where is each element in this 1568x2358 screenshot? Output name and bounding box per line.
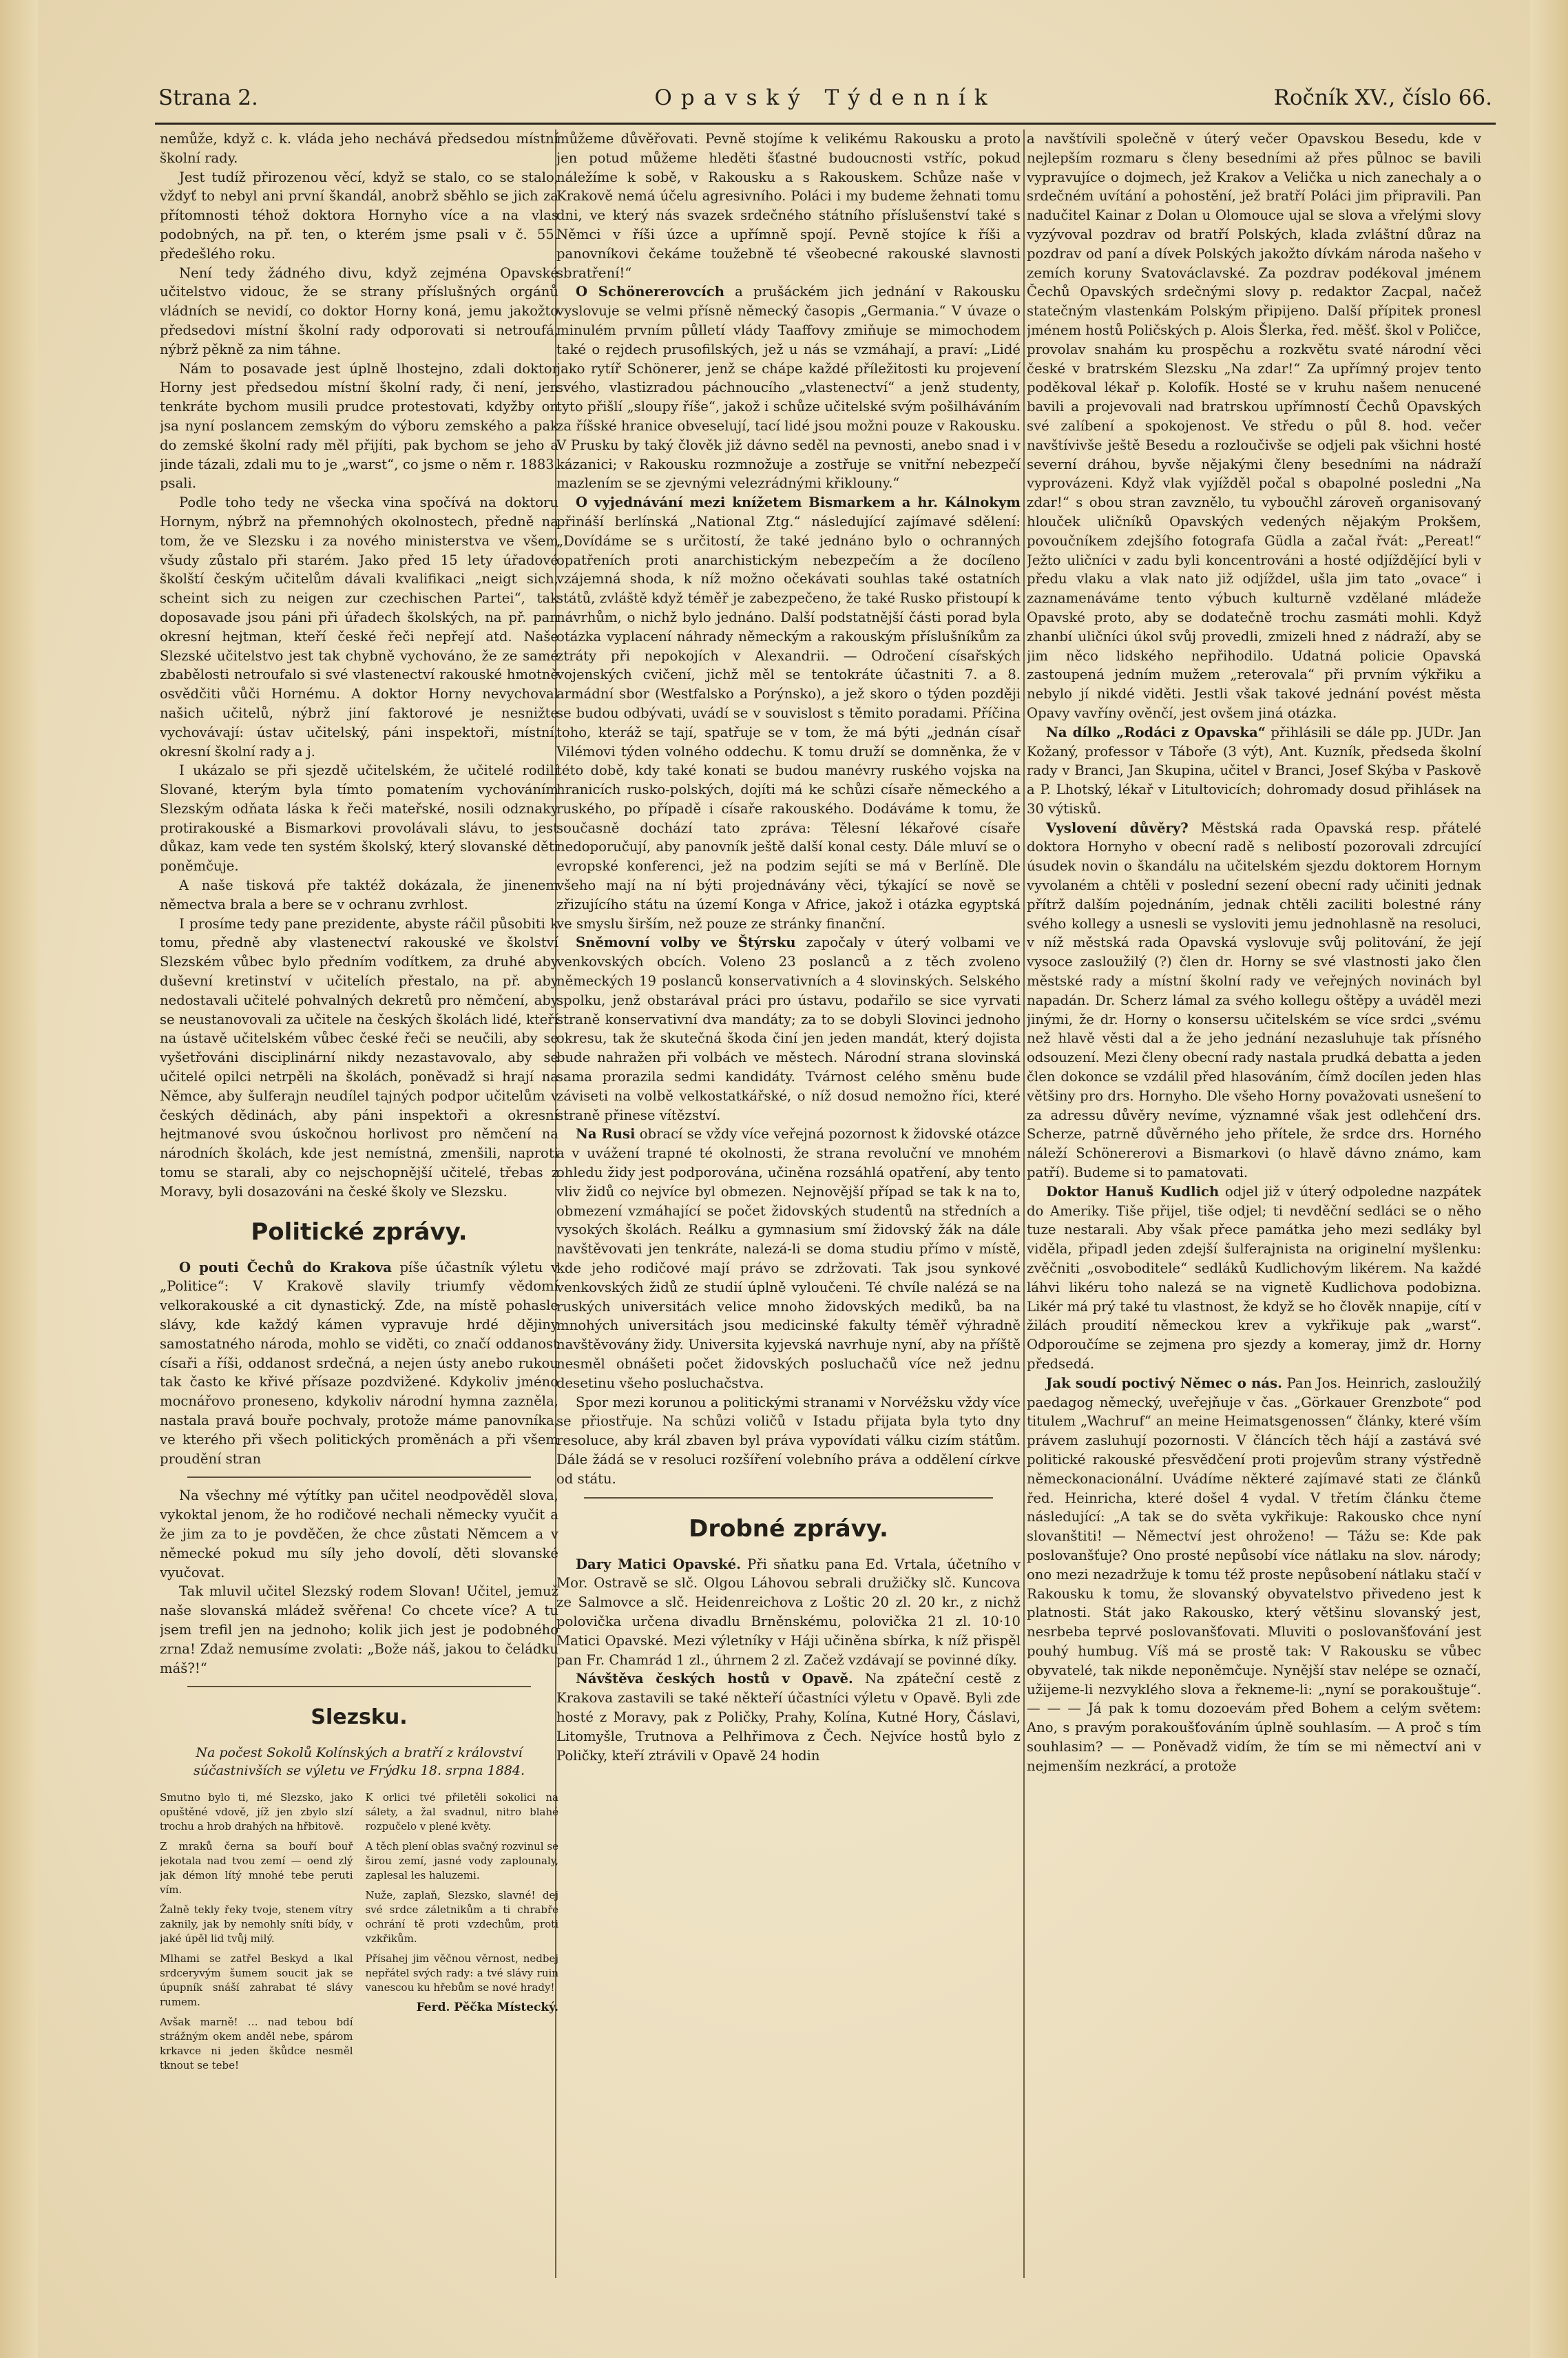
paragraph: a navštívili společně v úterý večer Opavskou Besedu, kde v nejlepším rozmaru s členy besedními až přes půlnoc se bavili vypravujíce o dojmech, jež Krakov a Velička u nich zanechaly a o srdečném uvítání a pohostění, jež bratří Poláci jim připravili. Pan nadučitel Kainar z Dolan u Olomouce ujal se slova a vřelými slovy vyzývoval pozdrav od bratří Polských, klada zvláštní důraz na pozdrav od paní a dívek Polských jakožto dívkám národa našeho v zemích koruny Svatováclavské. Za pozdrav podékoval jménem Čechů Opavských srdečnými slovy p. redaktor Zacpal, načež statečným vlastenkám Polským připijeno. Další přípitek pronesl jménem hostů Poličských p. Alois Šlerka, řed. měšť. škol v Poličce, provolav snahám ku prospěchu a rozkvětu svaté národní věci české v bratrském Slezsku „Na zdar!“ Za upřímný projev tento poděkoval lékař p. Kolofík. Hosté se v kruhu našem nenucené bavili a projevovali nad bratrskou upřímností Čechů Opavských své zalíbení a spokojenost. Ve středu o půl 8. hod. večer navštívivše ještě Besedu a rozloučivše se odjeli pak všichni hosté severní dráhou, byvše nějakými členy besedními na nádraží vyprovázeni. Když vlak vyjížděl počal s obapolné posledni „Na zdar!“ s obou stran zavznělo, tu vyboučhl zároveň organisovaný hlouček uličníků Opavských vedených nějakým Prokšem, povoučníkem zdejšího fotografa Güdla a začal řvát: „Pereat!“ Ježto uličníci v zadu byli koncentrováni a hosté odjíždějící byli v předu vlaku a vlak nato již odjíždel, ušla jim tato „ovace“ i zaznamenáváme tento výbuch kulturně vzdělané mládeže Opavské proto, aby se dodatečně trochu zasmáti mohli. Když zhanbí uličníci úkol svůj provedli, zmizeli hned z nádraží, aby se jim něco lidského nepřihodilo. Udatná policie Opavská zastoupená jedním mužem „reterovala“ při prvním výkřiku a nebylo jí nikdé viděti. Jestli však takové jednání povést města Opavy vavříny ověnčí, jest ovšem jiná otázka.: [1027, 131, 1481, 721]
poem-stanza: Přísahej jim věčnou věrnost, nedbej nepřátel svých rady: a tvé slávy ruin vanescou ku hřebům se nové hrady!: [365, 1952, 558, 1994]
article-paragraph: [556, 1555, 1021, 1670]
article-lead: Na dílko „Rodáci z Opavska“: [1046, 724, 1266, 740]
article-paragraph: [160, 1258, 558, 1469]
article-paragraph: [1027, 819, 1481, 1182]
column-divider: [1023, 129, 1025, 2278]
article-text: Městská rada Opavská resp. přátelé doktora Hornyho v obecní radě s nelibostí pozorovali zdrcující úsudek novin o škandálu na učitelském sjezdu doktorem Hornym vyvolaném a chtěli v poslední sezení obecní rady učiniti jednak přítrž dalším pojednáním, jednak chtěli zaciliti bolestné rány svého kollegy a usnesli se vysloviti jemu jednohlasně na resoluci, v níž městská rada Opavská vyslovuje svůj politování, že její vysoce zasloužilý (?) člen dr. Horny se své vlastnosti jako člen městské rady a místní školní rady ve veřejných novinách byl napadán. Dr. Scherz lámal za svého kollegu oštěpy a uváděl mezi jinými, že dr. Horny o konsersu učitelském se více srdci „svému než hlavě věsti dal a že jeho jednání nezasluhuje tak přísného odsouzení. Mezi členy obecní rady nastala prudká debatta a jeden člen dokonce se vzdálil před hlasováním, čímž docílen jeden hlas většiny pro drs. Hornyho. Dle všeho Horny považovati usnešení to za adressu důvěry nevíme, významné však jest odlehčení drs. Scherze, patrně důvěrného jeho přítele, že srdce drs. Horného náleží Schönererovi a Bismarkovi (o hlavě dávno známo, kam patří). Budeme si to pamatovati.: [1027, 820, 1481, 1181]
divider: [187, 1477, 531, 1478]
article-lead: Doktor Hanuš Kudlich: [1046, 1183, 1220, 1200]
article-text: Pan Jos. Heinrich, zasloužilý paedagog německý, uveřejňuje v čas. „Görkauer Grenzbote“ pod titulem „Wachruf“ an meine Heimatsgenossen“ články, které vším právem zasluhují pozornosti. V článcích těch hájí a zastává své politické rakouské přesvědčení proti projevům strany výstředně německonacionální. Uvádíme některé zajímavé stati ze článků řed. Heinricha, které došel 4 vydal. V třetím článku čteme následující: „A tak se do světa vykřikuje: Rakousko chce nyní slovanštiti! — Němectví jest ohroženo! — Tážu se: Kde pak poslovanšťuje? Ono prosté nepůsobí více nátlaku na slov. národy; ono mezi nezadržuje k tomu též proste nepůsobení nátlaku stačí v Rakousku k tomu, že slovanský obyvatelstvo přivedeno jest k platnosti. Stát jako Rakousko, který většinu slovanský jest, nesrbeba teprvé poslovanšťovati. Mluviti o poslovanšťování jest pouhý humbug. Víš má se prostě tak: V Rakousku se vůbec obyvatelé, tak nikde neponěmčuje. Nynější stav nelépe se označí, užijeme-li nezvyklého slova a řekneme-li: „nyní se porakouštuje“. — — — Já pak k tomu dozoevám před Bohem a celým světem: Ano, s pravým porakoušťováním úplně souhlasím. — A proč s tím souhlasim? — — Poněvadž vidím, že tím se mi němectví ani v nejmenším nezkrácí, a protože: [1027, 1375, 1481, 1774]
paragraph: Na všechny mé výtítky pan učitel neodpověděl slova, vykoktal jenom, že ho rodičové nechali německy vyučit a že jim za to je povděčen, že chce zůstati Němcem a v německé pokud mu síly jeho dovolí, děti slovanské vyučovat.: [160, 1488, 558, 1580]
section-heading-drobne-zpravy: Drobné zprávy.: [689, 1514, 888, 1543]
poem-column-right: [366, 1791, 559, 2078]
page-number: Strana 2.: [158, 85, 258, 110]
poem-stanza: Nuže, zaplaň, Slezsko, slavné! dej své srdce záletnikům a ti chrabře ochrání tě proti vzdechům, proti vzkřikům.: [365, 1889, 558, 1945]
article-paragraph: [556, 1669, 1021, 1765]
article-lead: O pouti Čechů do Krakova: [179, 1259, 392, 1275]
paragraph: Podle toho tedy ne všecka vina spočívá na doktoru Hornym, nýbrž na přemnohých okolnostech, předně na tom, že ve Slezsku i za nového ministerstva ve všem všudy zůstalo při starém. Jako před 15 lety úřadové školští českým učitelům dávali kvalifikaci „neigt sich, scheint sich zu neigen zur czechischen Partei“, tak doposavade jsou páni při úřadech školských, na př. pan okresní hejtman, kteří české řeči nepřejí atd. Naše Slezské učitelstvo jest tak chybně vychováno, že ze samé zbabělosti netroufalo si své vlastenectví rakouské hmotně osvědčiti vůči Hornému. A doktor Horny nevychoval našich učitelů, nýbrž jiní faktorové je nesnižte vychovávají: ústav učitelský, páni inspektoři, místní, okresní školní rady a j.: [160, 494, 558, 760]
paper-edge-right: [1530, 0, 1568, 2358]
article-text: Na zpáteční cestě z Krakova zastavili se také někteří účastníci výletu v Opavě. Byli zde hosté z Moravy, pak z Poličky, Prahy, Kolína, Kutné Hory, Čáslavi, Litomyšle, Trutnova a Pelhřimova z Čech. Nejvíce hostů bylo z Poličky, kteří ztrávili v Opavě 24 hodin: [556, 1671, 1021, 1764]
article-paragraph: [556, 282, 1021, 493]
article-text: přihlásili se dále pp. JUDr. Jan Kožaný, professor v Táboře (3 výt), Ant. Kuzník, předseda školní rady v Branci, Jan Skupina, učitel v Branci, Josef Skýba v Paskově a P. Lhotský, lékař v Litultovicích; dohromady dosud přihlásek na 30 výtisků.: [1027, 724, 1481, 817]
paper-edge-left: [0, 0, 38, 2358]
article-paragraph: [556, 493, 1021, 933]
poem: [160, 1791, 558, 2078]
article-lead: Sněmovní volby ve Štýrsku: [576, 935, 796, 951]
poem-stanza: K orlici tvé přiletěli sokolici na sálety, a žal svadnul, nitro blahé rozpučelo v plené květy.: [365, 1791, 558, 1833]
article-lead: O vyjednávání mezi knížetem Bismarkem a hr. Kálnokym: [576, 494, 1021, 511]
article-text: píše účastník výletu v „Politice“: V Krakově slavily triumfy vědomí velkorakouské a cit dynastický. Zde, na místě pohasle slávy, kde každý kámen vypravuje hrdé dějiny samostatného národa, mohlo se viděti, co značí oddanost císaři a říši, oddanost srdečná, a nejen ústy anebo rukou tak často ke křivé přísaze pozdvižené. Kdykoliv jméno mocnářovo proneseno, kdykoliv národní hymna zazněla, nastala pravá bouře pochvaly, protože máme panovníka, ve kterého při všech politických proměnách a při všem proudění stran: [160, 1259, 558, 1467]
article-text: a prušáckém jich jednání v Rakousku vyslovuje se velmi přísně německý časopis „Germania.“ V úvaze o minulém prvním půlletí vlády Taaffovy zmiňuje se mimochodem také o rejdech prusofilských, jež u nás se vzmáhají, a praví: „Lidé jako rytíř Schönerer, jenž se chápe každé příležitosti ku projevení svého, vlastizradou páchnoucího „vlastenectví“ a jenž studenty, tyto přišlí „sloupy říše“, jakož i schůze učitelské svým pošilháváním za říšské hranice obveselují, tací lidé jsou možni pouze v Rakousku. V Prusku by taký člověk již dávno seděl na pevnosti, anebo snad i v kázanici; v Rakousku rozmnožuje a zostřuje se vnitřní nebezpečí mazlením se se zjevnými velezrádnými křiklouny.“: [556, 284, 1021, 492]
column-3: [1027, 129, 1481, 2264]
section-heading-politicke-zpravy: Politické zprávy.: [251, 1218, 468, 1246]
poem-stanza: Žalně tekly řeky tvoje, stenem vítry zaknily, jak by nemohly sníti bídy, v jaké úpěl lid tvůj milý.: [160, 1903, 353, 1945]
paragraph: Nám to posavade jest úplně lhostejno, zdali doktor Horny jest předsedou místní školní rady, či není, jen tenkráte bychom musili prudce protestovati, kdyžby on jsa nyní poslancem zemským do výboru zemského a pak do zemské školní rady měl přijíti, pak bychom se jeho a jinde tázali, zdali mu to je „warst“, co jsme o něm r. 1883. psali.: [160, 360, 558, 492]
article-paragraph: [1027, 723, 1481, 819]
poem-stanza: Smutno bylo ti, mé Slezsko, jako opuštěné vdově, jíž jen zbylo slzí trochu a hrob drahých na hřbitově.: [160, 1791, 353, 1833]
paragraph: I ukázalo se při sjezdě učitelském, že učitelé rodilí Slované, kterým byla tímto pomatením vychováním Slezským odňata láska k řeči mateřské, nosili odznaky protirakouské a Bismarkovi provolávali slávu, to jest důkaz, kam vede ten systém školský, který slovanské děti poněmčuje.: [160, 762, 558, 875]
poem-column-left: [160, 1791, 353, 2078]
article-lead: Vyslovení důvěry?: [1046, 820, 1189, 836]
article-lead: Návštěva českých hostů v Opavě.: [576, 1671, 853, 1687]
article-paragraph: [556, 1125, 1021, 1392]
poem-stanza: Z mraků černa sa bouří bouř jekotala nad tvou zemí — oend zlý jak démon lítý mnohé tebe peruti vím.: [160, 1840, 353, 1897]
article-text: započaly v úterý volbami ve venkovských obcích. Voleno 23 poslanců a z těch zvoleno německých 19 poslanců konservativních a 4 slovinských. Selského spolku, jenž obstarával práci pro ústavu, podařilo se sice vyrvati straně konservativní dva mandáty; za to se dobyli Slovinci jednoho okresu, tak že skutečná škoda činí jen jeden mandát, který dojista bude nahražen při volbách ve městech. Národní strana slovinská sama prorazila sedmi kandidáty. Tvárnost celého směnu bude záviseti na volbě velkostatkářské, o níž dosud nemožno říci, které straně přinese vítězství.: [556, 935, 1021, 1123]
column-1: [160, 129, 558, 2264]
issue-info: Ročník XV., číslo 66.: [1273, 85, 1492, 110]
article-text: Při sňatku pana Ed. Vrtala, účetního v Mor. Ostravě se slč. Olgou Láhovou sebrali družičky slč. Kuncova ze Salmovce a slč. Heidenreichova z Loštic 20 zl. 20 kr., z nichž polovička určena divadlu Brněnskému, polovička 21 zl. 10·10 Matici Opavské. Mezi výletníky v Háji učiněna sbírka, k níž přispěl pan Fr. Chamrád 1 zl., úhrnem 2 zl. Začež vzdávají se povinné díky.: [556, 1556, 1021, 1668]
poem-signature: Ferd. Pěčka Místecký.: [416, 2001, 558, 2015]
column-2: [556, 129, 1021, 2264]
poem-stanza: Avšak marně! … nad tebou bdí strážným okem anděl nebe, spárom krkavce ni jeden škůdce nesměl tknout se tebe!: [160, 2016, 353, 2072]
paragraph: Jest tudíž přirozenou věcí, když se stalo, co se stalo, vždyť to nebyl ani první škandál, anobrž sběhlo se jich za přítomnosti téhož doktora Hornyho více a na vlas podobných, na př. ten, o kterém jsme psali v č. 55. předešlého roku.: [160, 169, 558, 262]
paragraph: Tak mluvil učitel Slezský rodem Slovan! Učitel, jemuž naše slovanská mládež svěřena! Co chcete více? A tu jsem trefil jen na jednoho; kolik jich jest je podobného zrna! Zdaž nemusíme zvolati: „Bože náš, jakou to čeládku máš?!“: [160, 1583, 558, 1676]
article-lead: Dary Matici Opavské.: [576, 1556, 741, 1572]
poem-title: Slezsku.: [311, 1705, 408, 1730]
paragraph: I prosíme tedy pane prezidente, abyste ráčil působiti k tomu, předně aby vlastenectví rakouské ve školství Slezském vůbec bylo předním vodítkem, za druhé aby duševní kretinství v učitelích přestalo, na př. aby nedostavali učitelé pohvalných dekretů pro němčení, aby se neustanovovali za učitele na českých školách lidé, kteří na ústavě učitelském vůbec české řeči se neučili, aby se vyšetřováni disciplinární nikdy nezastavovalo, aby se učitelé opilci netrpěli na školách, poněvadž si hrají na Němce, aby šulferajn neudílel tajných podpor učitelům v českých dědinách, aby páni inspektoři a okresní hejtmanové svou úskočnou horlivost pro němčení na národních školách, kde jest nemístná, zmenšili, naproti tomu se starali, aby co nejschopnější učitelé, třebas z Moravy, byli dosazováni na české školy ve Slezsku.: [160, 915, 558, 1200]
divider: [187, 1686, 531, 1687]
article-paragraph: [556, 933, 1021, 1125]
article-text: odjel již v úterý odpoledne nazpátek do Ameriky. Tiše přijel, tiše odjel; ti nevděční sedláci se o něho tuze nestarali. Aby však přece památka jeho mezi sedláky byl viděla, připadl jeden zdejší šulferajnista na originelní myšlenku: zvěčniti „osvoboditele“ sedláků Kudlichovým likérem. Na každé láhvi likéru toho nalezá se na vignetě Kudlichova podobizna. Likér má prý také tu vlastnost, že když se ho člověk nnapije, cítí v žilách proudití německou krev a vykřikuje pak „warst“. Odporoučíme se zejmena pro sjezdy a komeray, jimž dr. Horny předsedá.: [1027, 1183, 1481, 1372]
page-header: [158, 81, 1492, 123]
paragraph: Spor mezi korunou a politickými stranami v Norvéžsku vždy více se přiostřuje. Na schůzi voličů v Istadu přijata byla tyto dny resoluce, aby král zbaven byl práva vypovídati válku cizím státům. Dále žádá se v resoluci rozšíření volebního práva a oddělení církve od státu.: [556, 1394, 1021, 1487]
header-rule: [155, 123, 1496, 125]
article-lead: Na Rusi: [576, 1126, 636, 1143]
paragraph: nemůže, když c. k. vláda jeho nechává předsedou místní školní rady.: [160, 131, 558, 166]
paragraph: můžeme důvěřovati. Pevně stojíme k velikému Rakousku a proto jen potud můžeme hleděti šťastné budoucnosti vstříc, pokud náležíme k sobě, v Rakousku a s Rakouskem. Schůze naše v Krakově nemá účelu agresivního. Poláci i my budeme žehnati tomu dni, ve který nás svazek srdečného státního příslušenství také s Němci v říši úzce a upřímně spojí. Pevně stojíce k říši a panovníkovi čekáme toužebně té všeobecné rakouské slavnosti sbratření!“: [556, 131, 1021, 281]
divider: [584, 1497, 993, 1499]
poem-dedication: Na počest Sokolů Kolínských a bratří z království súčastnivších se výletu ve Frýdku 18. srpna 1884.: [193, 1745, 525, 1779]
article-text: přináší berlínská „National Ztg.“ následující zajímavé sdělení: „Dovídáme se s určitostí, že také jednáno bylo o ochranných opatřeních proti anarchistickým nebezpečím a že docíleno vzájemná shoda, k níž možno očekávati souhlas také ostatních států, zvláště když téměř je zabezpečeno, že také Rusko přistoupí k návrhům, o nichž bylo jednáno. Další podstatnější části porad byla otázka vyplacení náhrady německým a rakouským příslušníkům za ztráty při nepokojích v Alexandrii. — Odročení císařských vojenských cvičení, jichž měl se tentokráte účastniti 7. a 8. armádní sbor (Westfalsko a Porýnsko), a jež skoro o týden později se budou odbývati, uvádí se v souvislost s těmito poradami. Příčina toho, kteráž se tají, spatřuje se v tom, že má býti „jednán císař Vilémovi týden volného oddechu. K tomu druží se domněnka, že v této době, kdy také konati se budou manévry ruského vojska na hranicích rusko-polských, dojíti má ke schůzi císaře německého a ruského, po případě i císaře rakouského. Dodáváme k tomu, že současně dochází tato zpráva: Tělesní lékařové císaře nedoporučují, aby panovník ještě další konal cesty. Dále mluví se o evropské konferenci, jež na podzim sejíti se má v Berlíně. Dle všeho mají na ní býti projednávány věci, týkající se nově se zřizujícího státu na území Konga v Africe, jakož i otázka egyptská ve smyslu širším, než pouze ze stránky finanční.: [556, 513, 1021, 932]
article-lead: Jak soudí poctivý Němec o nás.: [1046, 1375, 1282, 1391]
newspaper-title: Opavský Týdenník: [654, 85, 996, 110]
paragraph: A naše tisková pře taktéž dokázala, že jinenem němectva brala a bere se v ochranu zvrhlost.: [160, 877, 558, 912]
article-lead: O Schönererovcích: [576, 284, 725, 300]
poem-stanza: Mlhami se zatřel Beskyd a lkal srdceryvým šumem soucit jak se úpupník snáší zahrabat té slávy rumem.: [160, 1952, 353, 2009]
poem-stanza: A těch plení oblas svačný rozvinul se širou zemí, jasné vody zaplounaly, zaplesal les haluzemi.: [365, 1840, 558, 1882]
article-paragraph: [1027, 1182, 1481, 1374]
paragraph: Není tedy žádného divu, když zejména Opavské učitelstvo vidouc, že se strany příslušných orgánů vládních se nevidí, co doktor Horny koná, jemu jakožto předsedovi místní školní rady odporovati si netroufá, nýbrž pěkně za nim táhne.: [160, 264, 558, 357]
article-text: obrací se vždy více veřejná pozornost k židovské otázce a v uvážení trapné té okolnosti, že strana revoluční ve mnohém ohledu židy jest podporována, učiněna rozsáhlá opatření, aby tento vliv židů co nejvíce byl obmezen. Nejnovější případ se tak k na to, obmezení vzmáhající se počet židovských studentů na středních a vysokých školách. Reálku a gymnasium smí židovský žák na dále navštěvovati jen tenkráte, nalezá-li se doma studiu přímo v místě, kde jeho rodičové mají právo se zdržovati. Tak jsou synkové venkovských židů ze studií úplně vyloučeni. Té chvíle nalézá se na ruských universitách velice mnoho židovských mediků, ba na mnohých universitách jsou medicinské fakulty téměř výhradně navštěvovány židy. Universita kyjevská navrhuje nyní, aby na příště nesměl obnášeti počet židovských posluchačů více než jednu desetinu všeho posluchačstva.: [556, 1126, 1021, 1391]
article-paragraph: [1027, 1374, 1481, 1776]
